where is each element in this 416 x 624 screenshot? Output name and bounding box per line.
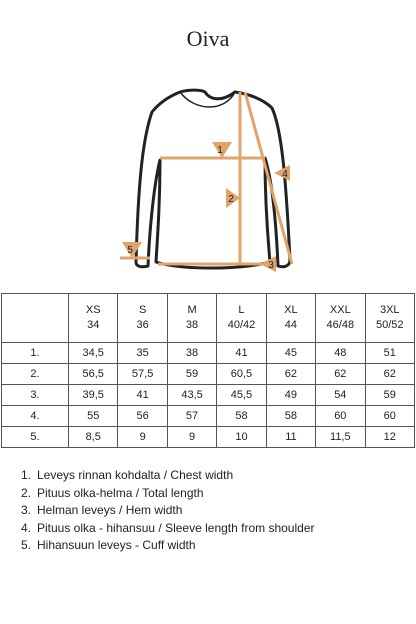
table-cell: 59 xyxy=(167,364,216,385)
legend-number: 2. xyxy=(21,485,32,500)
row-label: 4. xyxy=(2,406,69,427)
table-cell: 43,5 xyxy=(167,385,216,406)
marker-4-label: 4 xyxy=(282,169,288,180)
table-cell: 39,5 xyxy=(69,385,118,406)
table-cell: 57 xyxy=(167,406,216,427)
legend-number: 5. xyxy=(21,538,32,553)
table-cell: 56 xyxy=(118,406,167,427)
table-cell: 35 xyxy=(118,343,167,364)
size-eu: 34 xyxy=(87,319,100,331)
table-row xyxy=(2,427,415,448)
table-row xyxy=(2,406,415,427)
row-label: 1. xyxy=(2,343,69,364)
table-cell: 51 xyxy=(365,343,414,364)
legend-item xyxy=(21,467,315,485)
table-cell: 49 xyxy=(266,385,315,406)
size-name: 3XL xyxy=(379,304,400,316)
legend-text: Hihansuun leveys - Cuff width xyxy=(37,538,196,553)
table-cell: 11,5 xyxy=(316,427,365,448)
table-cell: 55 xyxy=(69,406,118,427)
size-eu: 36 xyxy=(136,319,149,331)
page-title: Oiva xyxy=(186,26,230,51)
marker-5-label: 5 xyxy=(127,245,133,256)
table-row xyxy=(2,364,415,385)
table-cell: 45,5 xyxy=(217,385,266,406)
size-eu: 38 xyxy=(185,319,199,331)
table-cell: 54 xyxy=(316,385,365,406)
header-corner-cell xyxy=(2,294,69,343)
legend-item xyxy=(21,520,315,538)
legend-text: Pituus olka-helma / Total length xyxy=(37,485,204,500)
sweater-outline xyxy=(136,90,290,268)
marker-1-label: 1 xyxy=(217,145,223,156)
table-cell: 41 xyxy=(118,385,167,406)
table-cell: 60,5 xyxy=(217,364,266,385)
size-chart-table xyxy=(1,293,415,448)
measurement-legend xyxy=(21,467,315,555)
legend-text: Pituus olka - hihansuu / Sleeve length from shoulder xyxy=(37,520,315,535)
legend-text: Leveys rinnan kohdalta / Chest width xyxy=(37,468,234,482)
size-header-cell xyxy=(69,294,118,343)
legend-number: 4. xyxy=(21,520,32,535)
table-cell: 34,5 xyxy=(69,343,118,364)
table-cell: 62 xyxy=(365,364,414,385)
table-cell: 9 xyxy=(118,427,167,448)
row-label: 5. xyxy=(2,427,69,448)
table-cell: 10 xyxy=(217,427,266,448)
size-name: M xyxy=(187,304,197,316)
legend-item xyxy=(21,502,315,520)
marker-5 xyxy=(122,242,142,258)
size-header-cell xyxy=(266,294,315,343)
size-eu: 46/48 xyxy=(326,319,355,331)
table-cell: 45 xyxy=(266,343,315,364)
legend-number: 1. xyxy=(21,468,32,482)
legend-item xyxy=(21,537,315,555)
table-cell: 57,5 xyxy=(118,364,167,385)
table-cell: 8,5 xyxy=(69,427,118,448)
row-label: 3. xyxy=(2,385,69,406)
table-cell: 58 xyxy=(266,406,315,427)
size-name: XL xyxy=(284,304,298,316)
size-eu: 50/52 xyxy=(376,319,404,331)
size-header-cell xyxy=(316,294,365,343)
table-cell: 59 xyxy=(365,385,414,406)
size-name: L xyxy=(238,304,245,316)
legend-item xyxy=(21,485,315,503)
marker-1 xyxy=(212,142,232,158)
size-header-cell xyxy=(118,294,167,343)
table-cell: 9 xyxy=(167,427,216,448)
size-header-cell xyxy=(217,294,266,343)
table-cell: 48 xyxy=(316,343,365,364)
size-header-row xyxy=(2,294,415,343)
row-label: 2. xyxy=(2,364,69,385)
size-name: XXL xyxy=(329,304,351,316)
marker-3 xyxy=(260,256,276,272)
size-header-cell xyxy=(167,294,216,343)
table-cell: 62 xyxy=(316,364,365,385)
marker-3-label: 3 xyxy=(268,260,274,271)
table-row xyxy=(2,343,415,364)
table-cell: 60 xyxy=(365,406,414,427)
table-cell: 11 xyxy=(266,427,315,448)
table-cell: 62 xyxy=(266,364,315,385)
legend-text: Helman leveys / Hem width xyxy=(37,503,183,518)
size-name: S xyxy=(138,304,147,316)
garment-measurement-diagram xyxy=(100,70,316,280)
size-name: XS xyxy=(85,304,101,316)
marker-2-label: 2 xyxy=(228,194,234,205)
size-header-cell xyxy=(365,294,414,343)
table-cell: 12 xyxy=(365,427,414,448)
size-eu: 44 xyxy=(284,319,298,331)
size-eu: 40/42 xyxy=(227,319,256,331)
legend-number: 3. xyxy=(21,503,32,518)
table-cell: 58 xyxy=(217,406,266,427)
marker-4 xyxy=(274,165,290,181)
table-cell: 56,5 xyxy=(69,364,118,385)
table-row xyxy=(2,385,415,406)
table-cell: 60 xyxy=(316,406,365,427)
table-cell: 41 xyxy=(217,343,266,364)
marker-2 xyxy=(226,188,240,208)
table-cell: 38 xyxy=(167,343,216,364)
